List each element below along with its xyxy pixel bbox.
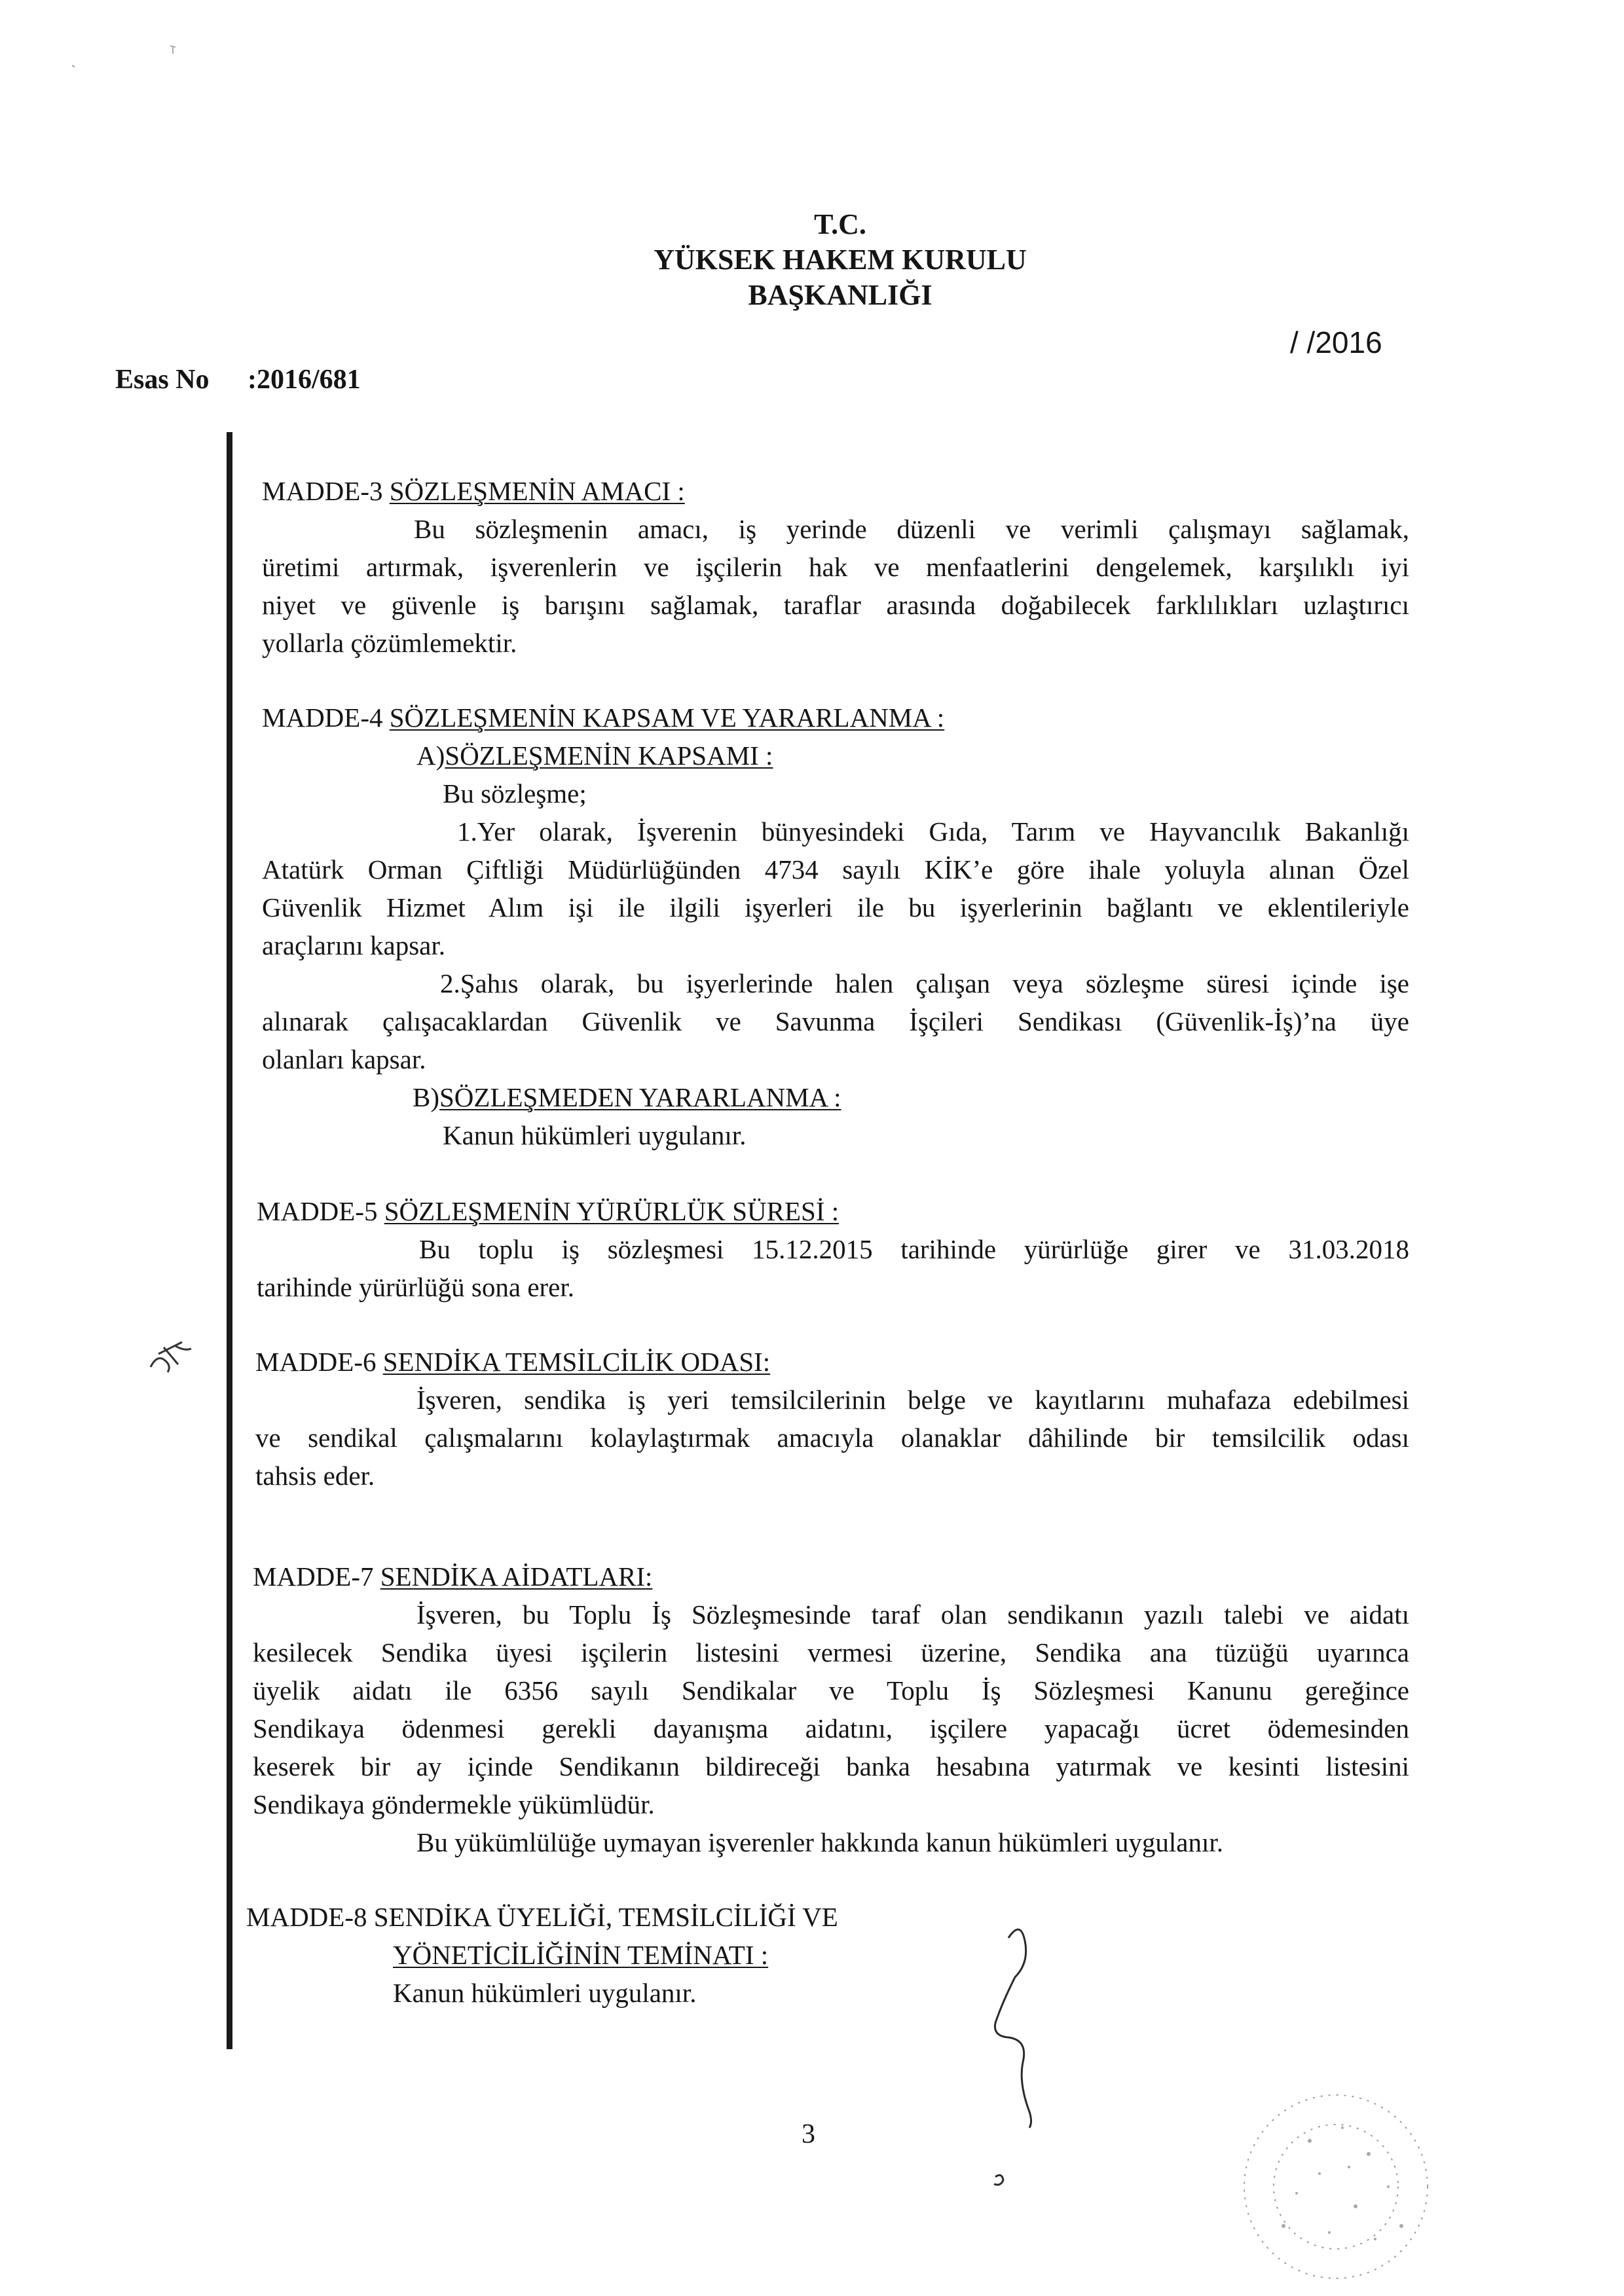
article-5-line: tarihinde yürürlüğü sona erer. xyxy=(257,1272,575,1302)
article-7-line: keserek bir ay içinde Sendikanın bildireceği banka hesabına yatırmak ve kesinti listesini xyxy=(253,1751,1409,1781)
article-3-line: yollarla çözümlemektir. xyxy=(262,628,517,658)
page-number: 3 xyxy=(802,2119,815,2149)
case-number: :2016/681 xyxy=(248,365,361,395)
article-3-prefix: MADDE-3 xyxy=(262,476,390,506)
article-4-line: 1.Yer olarak, İşverenin bünyesindeki Gıda, Tarım ve Hayvancılık Bakanlığı xyxy=(457,816,1409,847)
article-4b-text: Kanun hükümleri uygulanır. xyxy=(443,1120,747,1150)
article-7-title: SENDİKA AİDATLARI: xyxy=(380,1561,653,1592)
article-6-line: ve sendikal çalışmalarını kolaylaştırmak amacıyla olanaklar dâhilinde bir temsilcilik odası xyxy=(255,1423,1409,1453)
article-4-line: Güvenlik Hizmet Alım işi ile ilgili işyerleri ile bu işyerlerinin bağlantı ve eklentileriyle xyxy=(262,892,1409,922)
article-5-line: Bu toplu iş sözleşmesi 15.12.2015 tarihinde yürürlüğe girer ve 31.03.2018 xyxy=(419,1234,1409,1264)
article-4a-intro: Bu sözleşme; xyxy=(443,778,587,809)
signature xyxy=(930,1912,1074,2193)
article-5-heading xyxy=(257,1195,839,1227)
article-4-title: SÖZLEŞMENİN KAPSAM VE YARARLANMA : xyxy=(389,702,945,733)
article-4b-prefix: B) xyxy=(413,1082,439,1112)
article-6-title: SENDİKA TEMSİLCİLİK ODASI: xyxy=(382,1347,771,1377)
article-3-line: Bu sözleşmenin amacı, iş yerinde düzenli ve verimli çalışmayı sağlamak, xyxy=(414,514,1409,544)
article-4-line: alınarak çalışacaklardan Güvenlik ve Savunma İşçileri Sendikası (Güvenlik-İş)’na üye xyxy=(262,1006,1409,1036)
article-3-title: SÖZLEŞMENİN AMACI : xyxy=(389,476,685,506)
article-7-line: üyelik aidatı ile 6356 sayılı Sendikalar ve Toplu İş Sözleşmesi Kanunu gereğince xyxy=(253,1675,1409,1705)
header-institution: YÜKSEK HAKEM KURULU xyxy=(654,244,1027,276)
article-6-line: tahsis eder. xyxy=(255,1461,375,1491)
article-6-line: İşveren, sendika iş yeri temsilcilerinin belge ve kayıtlarını muhafaza edebilmesi xyxy=(416,1385,1409,1415)
article-4-line: Atatürk Orman Çiftliği Müdürlüğünden 4734 sayılı KİK’e göre ihale yoluyla alınan Özel xyxy=(262,854,1409,884)
article-4-line: 2.Şahıs olarak, bu işyerlerinde halen çalışan veya sözleşme süresi içinde işe xyxy=(440,968,1409,998)
article-3-line: üretimi artırmak, işverenlerin ve işçilerin hak ve menfaatlerini dengelemek, karşılıklı iyi xyxy=(262,552,1409,582)
article-7-line: Sendikaya göndermekle yükümlüdür. xyxy=(253,1789,655,1819)
article-8-heading: MADDE-8 SENDİKA ÜYELİĞİ, TEMSİLCİLİĞİ VE xyxy=(246,1902,838,1932)
article-7-line: Bu yükümlülüğe uymayan işverenler hakkında kanun hükümleri uygulanır. xyxy=(416,1827,1224,1857)
article-5-title: SÖZLEŞMENİN YÜRÜRLÜK SÜRESİ : xyxy=(384,1196,840,1226)
article-4-heading xyxy=(262,702,944,733)
article-7-heading xyxy=(253,1561,652,1592)
article-7-prefix: MADDE-7 xyxy=(253,1561,380,1592)
article-3-line: niyet ve güvenle iş barışını sağlamak, taraflar arasında doğabilecek farklılıkları uzlaştırıcı xyxy=(262,590,1409,620)
article-8-text: Kanun hükümleri uygulanır. xyxy=(393,1978,697,2008)
article-4b-heading xyxy=(413,1082,841,1113)
article-5-prefix: MADDE-5 xyxy=(257,1196,384,1226)
article-4a-heading xyxy=(416,740,773,771)
article-4-prefix: MADDE-4 xyxy=(262,702,390,733)
article-6-heading xyxy=(255,1346,770,1377)
article-7-line: İşveren, bu Toplu İş Sözleşmesinde taraf olan sendikanın yazılı talebi ve aidatı xyxy=(416,1599,1409,1630)
article-4-line: araçlarını kapsar. xyxy=(262,930,446,960)
stamp xyxy=(1205,2075,1480,2291)
article-4-line: olanları kapsar. xyxy=(262,1044,426,1074)
margin-bar xyxy=(227,432,232,2049)
article-7-line: Sendikaya ödenmesi gerekli dayanışma aidatını, işçilere yapacağı ücret ödemesinden xyxy=(253,1713,1409,1743)
header-tc: T.C. xyxy=(814,208,866,240)
article-4a-prefix: A) xyxy=(416,740,445,771)
scan-mark xyxy=(65,39,196,79)
article-3-heading xyxy=(262,475,685,507)
article-6-prefix: MADDE-6 xyxy=(255,1347,383,1377)
article-7-line: kesilecek Sendika üyesi işçilerin listesini vermesi üzerine, Sendika ana tüzüğü uyarınca xyxy=(253,1637,1409,1667)
article-8-title: YÖNETİCİLİĞİNİN TEMİNATI : xyxy=(393,1940,769,1970)
margin-initials xyxy=(145,1334,198,1380)
case-label: Esas No xyxy=(115,365,210,395)
document-date: / /2016 xyxy=(1290,325,1382,359)
article-4b-title: SÖZLEŞMEDEN YARARLANMA : xyxy=(439,1082,841,1112)
article-4a-title: SÖZLEŞMENİN KAPSAMI : xyxy=(445,740,773,771)
header-presidency: BAŞKANLIĞI xyxy=(748,279,932,311)
